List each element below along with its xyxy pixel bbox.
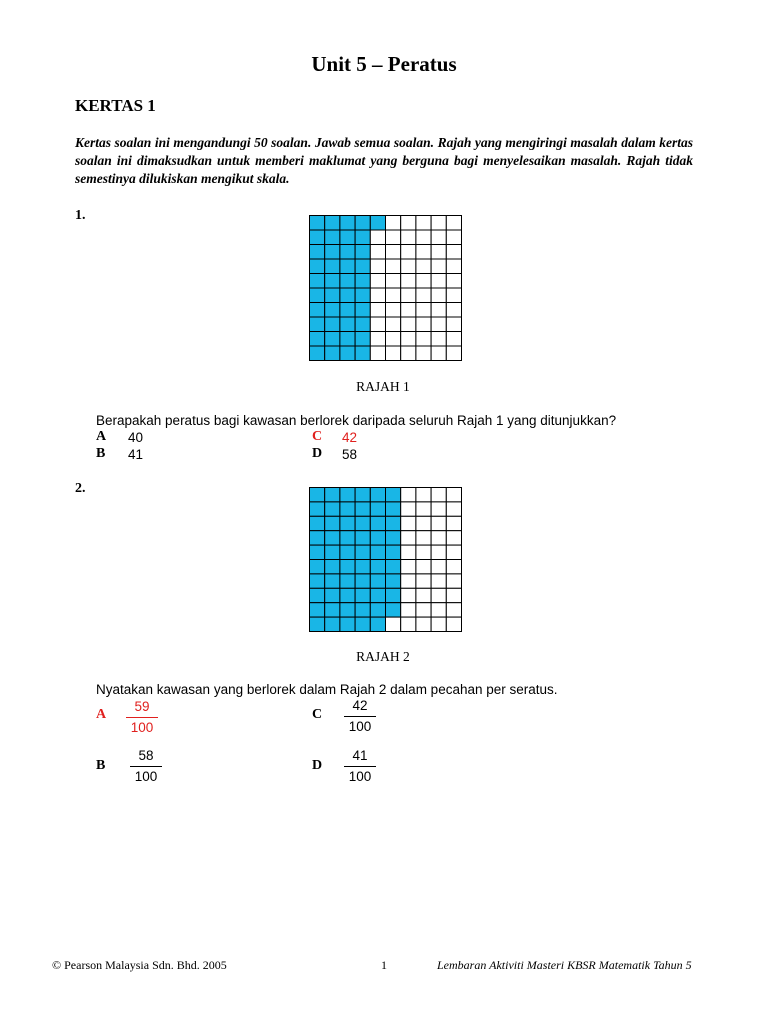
instructions-text: Kertas soalan ini mengandungi 50 soalan. Jawab semua soalan. Rajah yang mengiringi masalah dalam kertas soalan ini dimaksudkan untuk memberi maklumat yang berguna bagi menyelesaikan masalah. Rajah tidak semestinya dilukiskan mengikut skala. (75, 135, 693, 186)
grid-cell-shaded (340, 588, 355, 602)
grid-cell (401, 274, 416, 289)
grid-cell (431, 332, 446, 347)
grid-cell (446, 617, 461, 631)
q1-option-c-letter[interactable]: C (312, 429, 323, 444)
grid-cell (431, 617, 446, 631)
q2-option-c-denominator: 100 (348, 719, 372, 734)
grid-cell-shaded (325, 603, 340, 617)
grid-cell-shaded (325, 516, 340, 530)
grid-cell-shaded (355, 230, 370, 245)
grid-cell (401, 288, 416, 303)
grid-cell (446, 603, 461, 617)
grid-cell-shaded (310, 274, 325, 289)
grid-cell (386, 230, 401, 245)
grid-cell (446, 259, 461, 274)
grid-cell (401, 317, 416, 332)
grid-cell-shaded (310, 545, 325, 559)
grid-cell-shaded (340, 259, 355, 274)
grid-cell (446, 230, 461, 245)
grid-cell-shaded (325, 317, 340, 332)
grid-cell (416, 346, 431, 361)
grid-cell-shaded (355, 317, 370, 332)
grid-cell-shaded (355, 545, 370, 559)
grid-cell (431, 516, 446, 530)
grid-cell (416, 502, 431, 516)
grid-cell-shaded (325, 216, 340, 231)
grid-cell (401, 531, 416, 545)
grid-cell (416, 588, 431, 602)
q2-option-c-numerator: 42 (352, 698, 368, 713)
grid-cell (431, 488, 446, 502)
grid-cell-shaded (370, 603, 385, 617)
grid-cell-shaded (325, 502, 340, 516)
q2-option-b-letter[interactable]: B (96, 758, 106, 773)
grid-cell (416, 574, 431, 588)
grid-cell (446, 531, 461, 545)
grid-cell-shaded (386, 502, 401, 516)
grid-cell (416, 560, 431, 574)
grid-cell (386, 216, 401, 231)
grid-cell (401, 245, 416, 260)
question-2-text: Nyatakan kawasan yang berlorek dalam Rajah 2 dalam pecahan per seratus. (96, 682, 558, 697)
grid-cell (431, 588, 446, 602)
question-1-figure-label: RAJAH 1 (356, 379, 410, 394)
grid-cell (446, 245, 461, 260)
grid-cell-shaded (386, 488, 401, 502)
grid-cell (370, 303, 385, 318)
grid-cell (446, 588, 461, 602)
q1-option-b-letter[interactable]: B (96, 446, 106, 461)
grid-cell-shaded (310, 317, 325, 332)
grid-cell-shaded (340, 303, 355, 318)
grid-cell-shaded (325, 545, 340, 559)
q2-option-b-fraction (126, 748, 166, 785)
grid-cell (401, 502, 416, 516)
grid-cell (446, 303, 461, 318)
grid-cell-shaded (355, 303, 370, 318)
grid-cell-shaded (355, 516, 370, 530)
grid-cell-shaded (340, 516, 355, 530)
grid-cell-shaded (370, 216, 385, 231)
grid-cell (370, 230, 385, 245)
page-title: Unit 5 – Peratus (311, 52, 457, 76)
grid-cell-shaded (355, 574, 370, 588)
grid-cell-shaded (386, 603, 401, 617)
grid-cell-shaded (310, 245, 325, 260)
q2-option-a-fraction (122, 699, 162, 736)
q2-option-d-fraction (340, 748, 380, 785)
grid-cell-shaded (355, 502, 370, 516)
grid-cell (416, 531, 431, 545)
grid-cell (416, 603, 431, 617)
grid-cell-shaded (340, 332, 355, 347)
q1-option-d-letter[interactable]: D (312, 446, 323, 461)
grid-cell (431, 317, 446, 332)
grid-cell-shaded (370, 574, 385, 588)
question-2-number: 2. (75, 481, 86, 496)
grid-cell-shaded (340, 274, 355, 289)
grid-cell-shaded (355, 531, 370, 545)
grid-cell (416, 317, 431, 332)
grid-cell-shaded (355, 588, 370, 602)
grid-cell-shaded (310, 230, 325, 245)
grid-cell-shaded (325, 288, 340, 303)
question-1-text: Berapakah peratus bagi kawasan berlorek daripada seluruh Rajah 1 yang ditunjukkan? (96, 413, 617, 428)
grid-cell (416, 516, 431, 530)
grid-cell-shaded (386, 516, 401, 530)
grid-cell-shaded (325, 560, 340, 574)
q2-option-b-numerator: 58 (138, 748, 154, 763)
grid-cell-shaded (325, 245, 340, 260)
grid-cell (401, 560, 416, 574)
footer-copyright: © Pearson Malaysia Sdn. Bhd. 2005 (52, 958, 227, 972)
grid-cell-shaded (325, 617, 340, 631)
q2-option-a-denominator: 100 (130, 720, 154, 735)
grid-cell-shaded (340, 317, 355, 332)
grid-cell (370, 245, 385, 260)
grid-cell-shaded (310, 617, 325, 631)
grid-cell (416, 303, 431, 318)
grid-cell (416, 274, 431, 289)
q2-option-d-letter[interactable]: D (312, 758, 323, 773)
q1-option-a-value: 40 (128, 430, 144, 445)
grid-cell-shaded (340, 603, 355, 617)
grid-cell-shaded (355, 274, 370, 289)
grid-cell-shaded (325, 588, 340, 602)
grid-cell-shaded (340, 574, 355, 588)
grid-cell-shaded (340, 502, 355, 516)
grid-cell (446, 574, 461, 588)
grid-cell-shaded (370, 560, 385, 574)
grid-cell (416, 230, 431, 245)
grid-cell (401, 332, 416, 347)
grid-cell-shaded (340, 488, 355, 502)
grid-cell (401, 346, 416, 361)
grid-cell (431, 216, 446, 231)
grid-cell-shaded (386, 531, 401, 545)
grid-cell (446, 274, 461, 289)
fraction-bar (130, 766, 162, 767)
grid-cell (431, 288, 446, 303)
grid-cell (431, 274, 446, 289)
grid-cell-shaded (340, 617, 355, 631)
fraction-bar (344, 766, 376, 767)
grid-cell (431, 545, 446, 559)
grid-cell-shaded (340, 288, 355, 303)
grid-cell-shaded (355, 346, 370, 361)
grid-cell-shaded (310, 574, 325, 588)
grid-cell (416, 245, 431, 260)
grid-cell-shaded (310, 303, 325, 318)
q1-option-a-letter[interactable]: A (96, 429, 107, 444)
grid-cell-shaded (310, 516, 325, 530)
grid-cell (401, 259, 416, 274)
q2-option-a-numerator: 59 (134, 699, 150, 714)
question-2-figure-label: RAJAH 2 (356, 649, 410, 664)
grid-cell (370, 332, 385, 347)
grid-cell (446, 216, 461, 231)
grid-cell (446, 346, 461, 361)
grid-cell-shaded (325, 346, 340, 361)
grid-cell (370, 346, 385, 361)
grid-cell (446, 332, 461, 347)
grid-cell (446, 288, 461, 303)
grid-cell (431, 574, 446, 588)
grid-cell (386, 303, 401, 318)
q1-option-b-value: 41 (128, 447, 144, 462)
grid-cell-shaded (325, 303, 340, 318)
grid-cell-shaded (325, 274, 340, 289)
grid-cell (370, 259, 385, 274)
question-1-number: 1. (75, 208, 86, 223)
grid-cell-shaded (325, 574, 340, 588)
fraction-bar (344, 716, 376, 717)
grid-cell (401, 603, 416, 617)
grid-cell-shaded (370, 617, 385, 631)
grid-cell (446, 545, 461, 559)
grid-cell (416, 545, 431, 559)
grid-cell-shaded (310, 502, 325, 516)
grid-cell-shaded (355, 603, 370, 617)
grid-cell (386, 346, 401, 361)
grid-cell (370, 288, 385, 303)
q2-option-a-letter[interactable]: A (96, 707, 107, 722)
grid-cell (401, 230, 416, 245)
grid-cell (431, 259, 446, 274)
grid-cell (401, 516, 416, 530)
grid-cell-shaded (355, 488, 370, 502)
grid-cell (416, 332, 431, 347)
grid-cell (431, 502, 446, 516)
grid-cell (401, 588, 416, 602)
grid-cell (416, 259, 431, 274)
q2-option-c-letter[interactable]: C (312, 707, 323, 722)
grid-cell-shaded (325, 332, 340, 347)
grid-cell (386, 317, 401, 332)
grid-cell (401, 488, 416, 502)
grid-cell-shaded (340, 560, 355, 574)
grid-cell (431, 603, 446, 617)
grid-cell-shaded (370, 588, 385, 602)
grid-cell-shaded (340, 216, 355, 231)
question-1-grid (309, 215, 462, 361)
grid-cell (446, 488, 461, 502)
q1-option-c-value: 42 (342, 430, 358, 445)
grid-cell (431, 230, 446, 245)
grid-cell-shaded (340, 545, 355, 559)
footer-page-number: 1 (381, 958, 387, 972)
grid-cell (416, 216, 431, 231)
grid-cell (386, 245, 401, 260)
grid-cell-shaded (310, 588, 325, 602)
grid-cell-shaded (386, 560, 401, 574)
grid-cell-shaded (370, 488, 385, 502)
grid-cell-shaded (370, 516, 385, 530)
grid-cell (446, 317, 461, 332)
grid-cell (431, 560, 446, 574)
grid-cell (431, 346, 446, 361)
grid-cell (416, 288, 431, 303)
grid-cell (446, 502, 461, 516)
grid-cell-shaded (340, 245, 355, 260)
grid-cell-shaded (370, 502, 385, 516)
grid-cell (401, 545, 416, 559)
grid-cell-shaded (310, 288, 325, 303)
grid-cell-shaded (355, 560, 370, 574)
grid-cell (416, 488, 431, 502)
footer-book-title: Lembaran Aktiviti Masteri KBSR Matematik Tahun 5 (437, 958, 692, 972)
grid-cell (446, 560, 461, 574)
grid-cell-shaded (386, 574, 401, 588)
grid-cell-shaded (310, 259, 325, 274)
grid-cell-shaded (355, 288, 370, 303)
grid-cell (401, 574, 416, 588)
grid-cell-shaded (325, 531, 340, 545)
question-2-grid (309, 487, 462, 632)
grid-cell-shaded (340, 230, 355, 245)
grid-cell (386, 617, 401, 631)
grid-cell (370, 274, 385, 289)
grid-cell (386, 332, 401, 347)
q2-option-d-numerator: 41 (352, 748, 368, 763)
grid-cell-shaded (386, 545, 401, 559)
grid-cell-shaded (355, 245, 370, 260)
q1-option-d-value: 58 (342, 447, 358, 462)
grid-cell (401, 617, 416, 631)
grid-cell-shaded (355, 216, 370, 231)
grid-cell-shaded (325, 259, 340, 274)
grid-cell (401, 216, 416, 231)
grid-cell-shaded (310, 216, 325, 231)
grid-cell-shaded (325, 230, 340, 245)
grid-cell-shaded (370, 531, 385, 545)
q2-option-c-fraction (340, 698, 380, 735)
grid-cell-shaded (355, 617, 370, 631)
q2-option-d-denominator: 100 (348, 769, 372, 784)
grid-cell-shaded (310, 488, 325, 502)
grid-cell-shaded (310, 531, 325, 545)
grid-cell (416, 617, 431, 631)
grid-cell-shaded (340, 531, 355, 545)
grid-cell (370, 317, 385, 332)
grid-cell (401, 303, 416, 318)
section-heading: KERTAS 1 (75, 96, 156, 115)
grid-cell (431, 303, 446, 318)
grid-cell (431, 531, 446, 545)
grid-cell (386, 259, 401, 274)
grid-cell-shaded (310, 560, 325, 574)
grid-cell-shaded (370, 545, 385, 559)
grid-cell-shaded (310, 332, 325, 347)
grid-cell (386, 288, 401, 303)
grid-cell-shaded (325, 488, 340, 502)
grid-cell-shaded (310, 603, 325, 617)
grid-cell-shaded (355, 259, 370, 274)
grid-cell (386, 274, 401, 289)
fraction-bar (126, 717, 158, 718)
grid-cell-shaded (355, 332, 370, 347)
grid-cell-shaded (340, 346, 355, 361)
grid-cell-shaded (310, 346, 325, 361)
grid-cell (431, 245, 446, 260)
q2-option-b-denominator: 100 (134, 769, 158, 784)
grid-cell (446, 516, 461, 530)
grid-cell-shaded (386, 588, 401, 602)
